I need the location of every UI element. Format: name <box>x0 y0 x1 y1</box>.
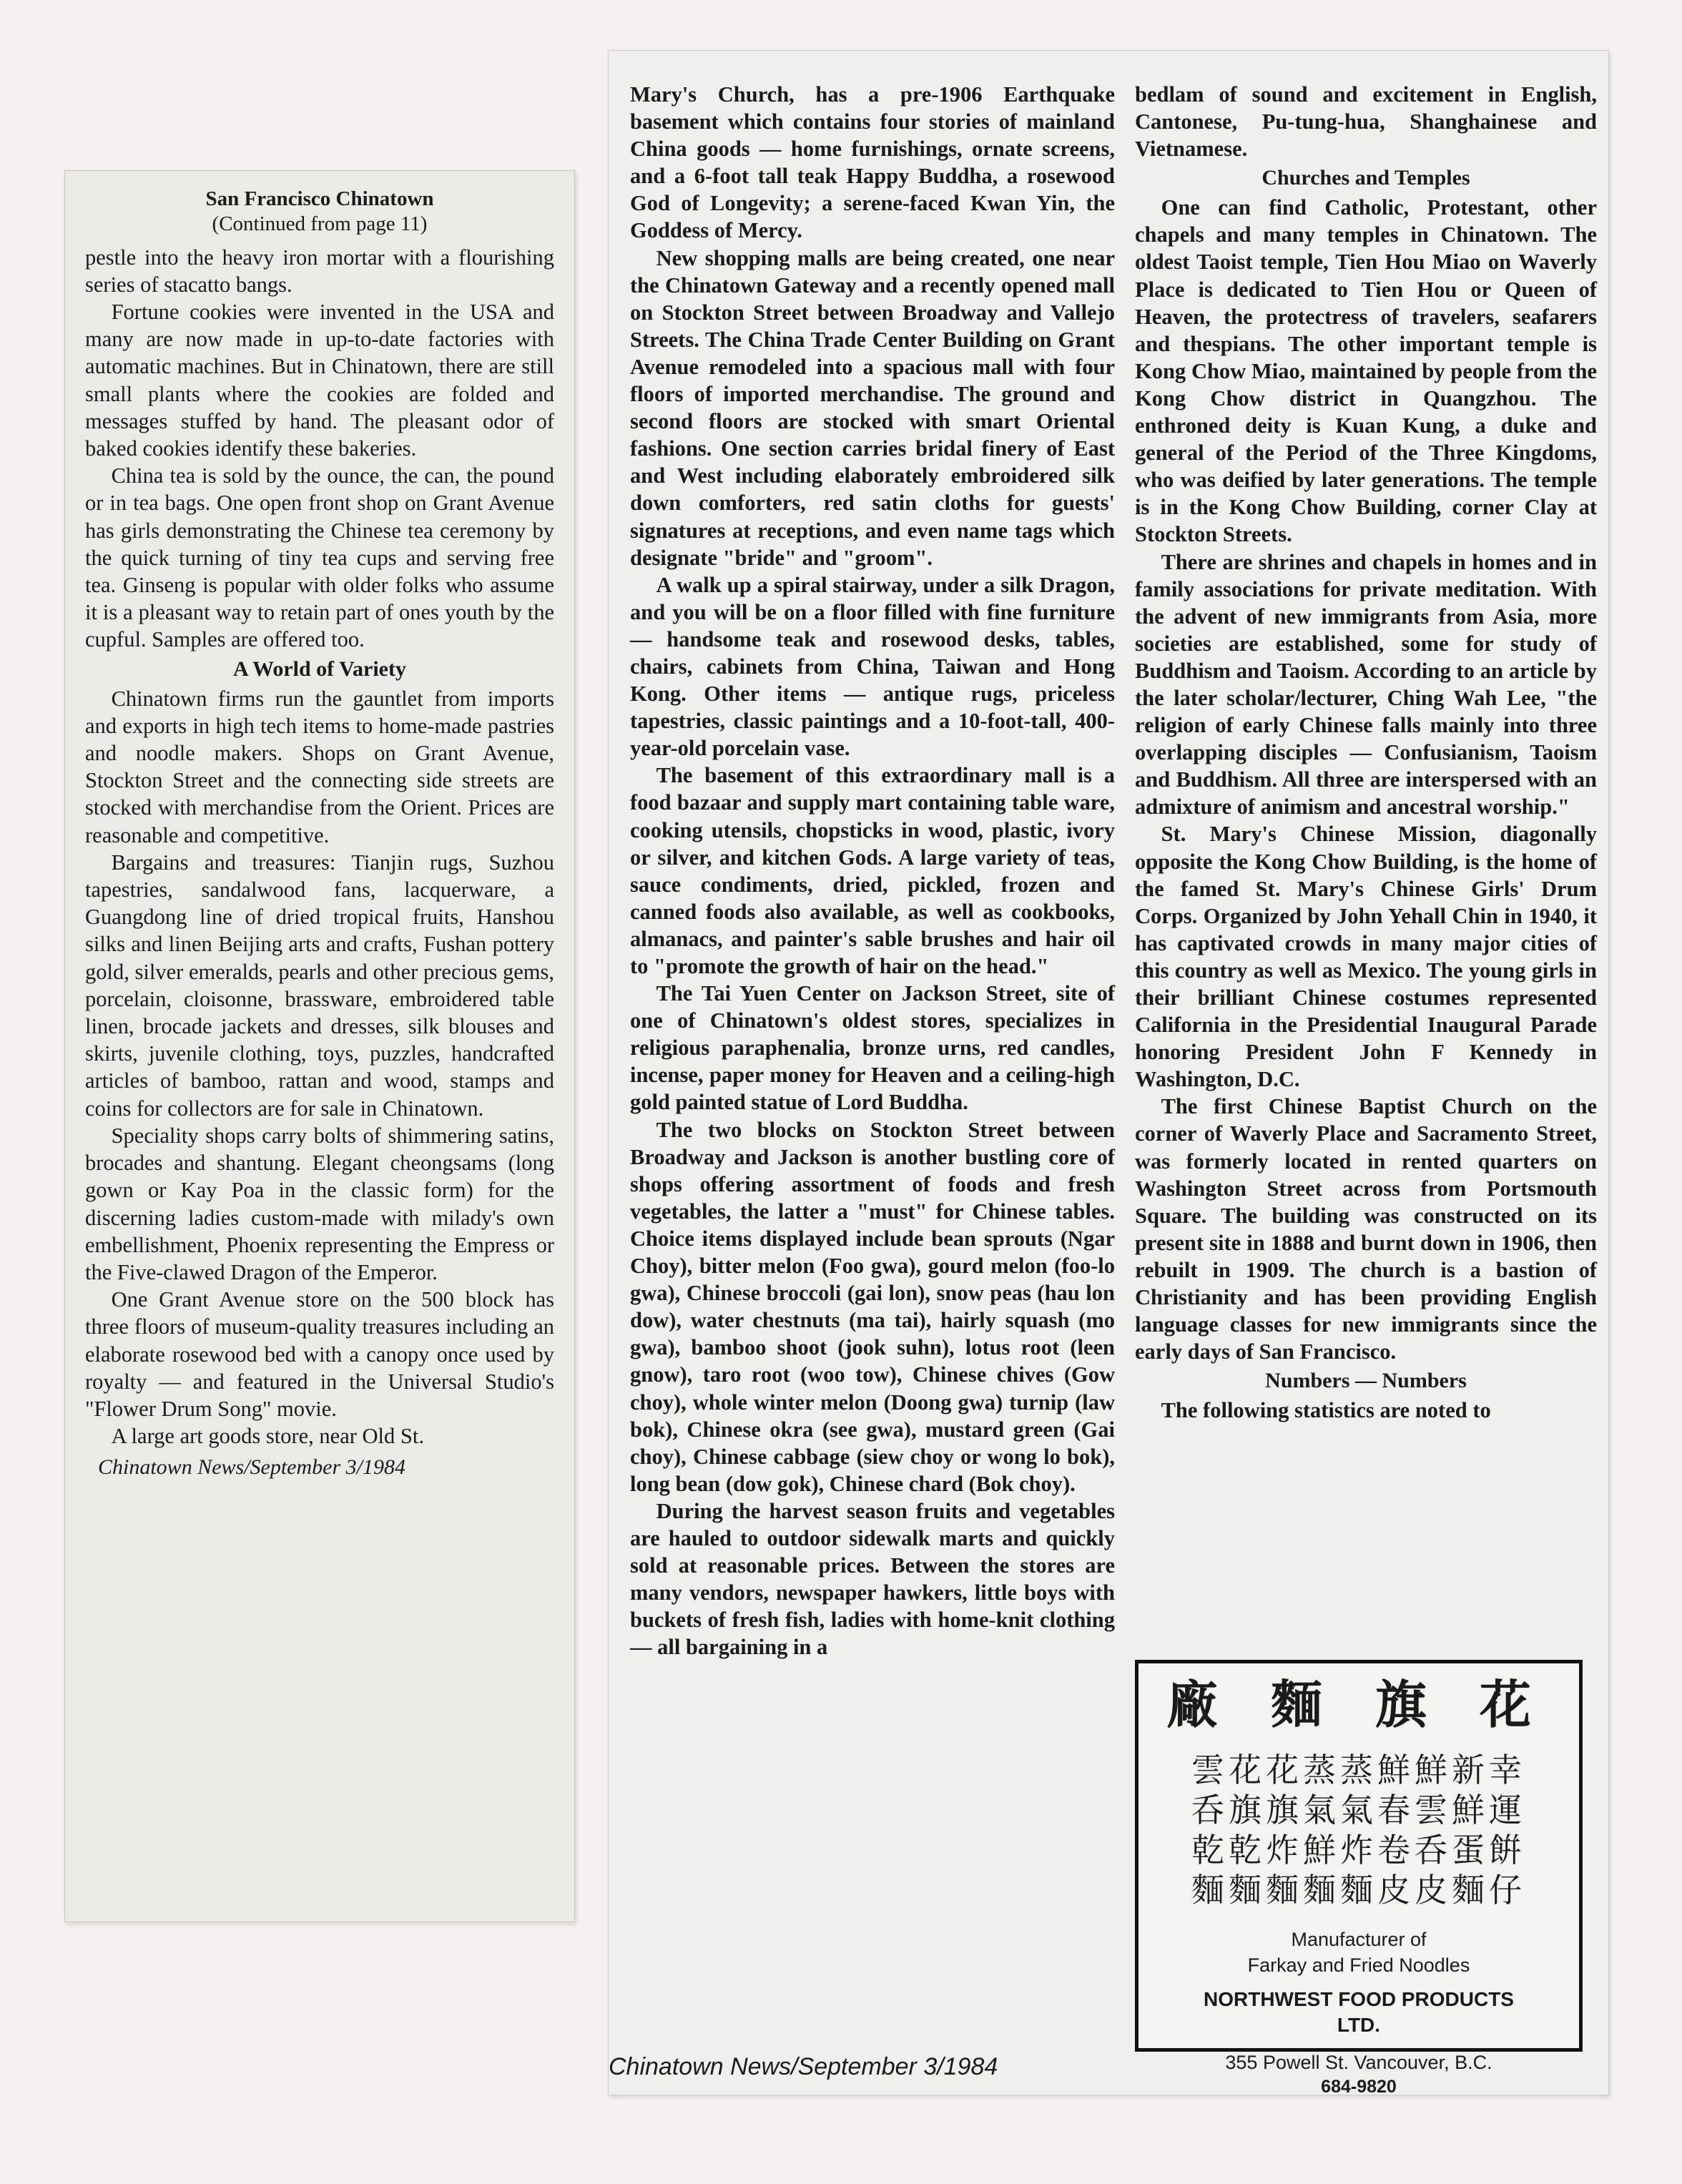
source-credit: Chinatown News/September 3/1984 <box>98 1455 405 1480</box>
subheading: A World of Variety <box>233 656 406 681</box>
ad-brand-chinese: 廠 麵 旗 花 <box>1166 1677 1551 1734</box>
ad-description <box>1138 1927 1579 1978</box>
column-b <box>1135 81 1597 1424</box>
ad-desc-line: Manufacturer of <box>1291 1929 1427 1950</box>
paragraph: The two blocks on Stockton Street between Broadway and Jackson is another bustling core of shops offering assortment of foods and fresh vegetables, the latter a "must" for Chinese tables. Choice items displayed include bean sprouts (Ngar Choy), bitter melon (Foo gwa), gourd melon (foo-lo gwa), Chinese broccoli (gai lon), snow peas (hau lon dow), water chestnuts (ma tai), hairly squash (mo gwa), bamboo shoot (jook suhn), lotus root (leen gnow), taro root (woo tow), Chinese chives (Gow choy), whole winter melon (Doong gwa) turnip (law bok), Chinese okra (see gwa), mustard green (Gai choy), Chinese cabbage (siew choy or wong lo bok), long bean (dow gok), Chinese chard (Bok choy). <box>630 1117 1115 1496</box>
paragraph: One can find Catholic, Protestant, other chapels and many temples in Chinatown. The oldest Taoist temple, Tien Hou Miao on Waverly Place is dedicated to Tien Hou or Queen of Heaven, the protectress of travelers, seafarers and thespians. The other important temple is Kong Chow Miao, maintained by people from the Kong Chow district in Quangzhou. The enthroned deity is Kuan Kung, a duke and general of the Period of the Three Kingdoms, who was deified by later generations. The temple is in the Kong Chow Building, corner Clay at Stockton Streets. <box>1135 195 1597 547</box>
ad-company-line: NORTHWEST FOOD PRODUCTS <box>1204 1988 1514 2010</box>
ad-product-row: 雲花花蒸蒸鮮鮮新幸 <box>1191 1752 1526 1789</box>
paragraph: pestle into the heavy iron mortar with a flourishing series of stacatto bangs. <box>85 245 554 297</box>
article-header <box>85 187 554 237</box>
column-a <box>630 81 1115 1661</box>
paragraph: bedlam of sound and excitement in English, Cantonese, Pu-tung-hua, Shanghainese and Vietnamese. <box>1135 82 1597 162</box>
paragraph: China tea is sold by the ounce, the can, the pound or in tea bags. One open front shop on Grant Avenue has girls demonstrating the Chinese tea ceremony by the quick turning of tiny tea cups and serving free tea. Ginseng is popular with older folks who assume it is a pleasant way to retain part of ones youth by the cupful. Samples are offered too. <box>85 463 554 652</box>
advertisement <box>1135 1660 1583 2097</box>
continued-note: (Continued from page 11) <box>212 212 428 235</box>
paragraph: A walk up a spiral stairway, under a silk Dragon, and you will be on a floor filled with fine furniture — handsome teak and rosewood desks, tables, chairs, cabinets from China, Taiwan and Hong Kong. Other items — antique rugs, priceless tapestries, classic paintings and a 10-foot-tall, 400-year-old porcelain vase. <box>630 572 1115 761</box>
ad-desc-line: Farkay and Fried Noodles <box>1247 1954 1470 1976</box>
column-b-body <box>1135 81 1597 1424</box>
paragraph: St. Mary's Chinese Mission, diagonally opposite the Kong Chow Building, is the home of the famed St. Mary's Chinese Girls' Drum Corps. Organized by John Yehall Chin in 1940, it has captivated crowds in many major cities of this country as well as Mexico. The young girls in their brilliant Chinese costumes represented California in the Presidential Inaugural Parade honoring President John F Kennedy in Washington, D.C. <box>1135 822 1597 1092</box>
ad-product-row: 呑旗旗氣氣春雲鮮運 <box>1191 1792 1526 1829</box>
paragraph: During the harvest season fruits and vegetables are hauled to outdoor sidewalk marts and quickly sold at reasonable prices. Between the stores are many vendors, newspaper hawkers, little boys with buckets of fresh fish, ladies with home-knit clothing — all bargaining in a <box>630 1498 1115 1660</box>
ad-product-row: 麵麵麵麵麵皮皮麵仔 <box>1191 1872 1526 1909</box>
paragraph: The following statistics are noted to <box>1161 1398 1491 1423</box>
source-credit: Chinatown News/September 3/1984 <box>609 2053 998 2080</box>
left-clipping <box>64 170 575 1922</box>
ad-company-name <box>1138 1987 1579 2038</box>
paragraph: Mary's Church, has a pre-1906 Earthquake basement which contains four stories of mainland China goods — home furnishings, ornate screens, and a 6-foot tall teak Happy Buddha, a rosewood God of Longevity; a serene-faced Kwan Yin, the Goddess of Mercy. <box>630 82 1115 243</box>
ad-company-line: LTD. <box>1337 2014 1381 2036</box>
paragraph: Chinatown firms run the gauntlet from imports and exports in high tech items to home-made pastries and noodle makers. Shops on Grant Avenue, Stockton Street and the connecting side streets are stocked with merchandise from the Orient. Prices are reasonable and competitive. <box>85 686 554 847</box>
paragraph: There are shrines and chapels in homes and in family associations for private meditation. With the advent of new immigrants from Asia, more societies are established, some for study of Buddhism and Taoism. According to an article by the later scholar/lecturer, Ching Wah Lee, "the religion of early Chinese falls mainly into three overlapping disciples — Confusianism, Taoism and Buddhism. All three are interspersed with an admixture of animism and ancestral worship." <box>1135 549 1597 820</box>
paragraph: The Tai Yuen Center on Jackson Street, site of one of Chinatown's oldest stores, specializes in religious paraphenalia, bronze urns, red candles, incense, paper money for Heaven and a ceiling-high gold painted statue of Lord Buddha. <box>630 981 1115 1115</box>
subheading: Churches and Temples <box>1262 166 1470 190</box>
paragraph: Fortune cookies were invented in the USA and many are now made in up-to-date factories with automatic machines. But in Chinatown, there are still small plants where the cookies are folded and messages stuffed by hand. The pleasant odor of baked cookies identify these bakeries. <box>85 300 554 461</box>
subheading: Numbers — Numbers <box>1265 1369 1467 1393</box>
left-article-body <box>85 244 554 1450</box>
paragraph: A large art goods store, near Old St. <box>111 1424 424 1449</box>
article-title: San Francisco Chinatown <box>205 187 434 210</box>
ad-product-row: 乾乾炸鮮炸卷呑蛋餠 <box>1191 1832 1526 1869</box>
paragraph: Bargains and treasures: Tianjin rugs, Suzhou tapestries, sandalwood fans, lacquerware, a Guangdong line of dried tropical fruits, Hanshou silks and linen Beijing arts and crafts, Fushan pottery gold, silver emeralds, pearls and other precious gems, porcelain, cloisonne, brassware, embroidered table linen, brocade jackets and dresses, silk blouses and skirts, juvenile clothing, toys, puzzles, handcrafted articles of bamboo, rattan and wood, stamps and coins for collectors are for sale in Chinatown. <box>85 850 554 1121</box>
ad-address: 355 Powell St. Vancouver, B.C. <box>1225 2052 1492 2073</box>
paragraph: One Grant Avenue store on the 500 block has three floors of museum-quality treasures including an elaborate rosewood bed with a canopy once used by royalty — and featured in the Universal Studio's "Flower Drum Song" movie. <box>85 1287 554 1421</box>
column-a-body <box>630 81 1115 1661</box>
right-clipping <box>608 50 1609 2095</box>
ad-phone: 684-9820 <box>1321 2077 1397 2097</box>
paragraph: Speciality shops carry bolts of shimmering satins, brocades and shantung. Elegant cheongsams (long gown or Kay Poa in the classic form) for the discerning ladies custom-made with milady's own embellishment, Phoenix representing the Empress or the Five-clawed Dragon of the Emperor. <box>85 1123 554 1284</box>
paragraph: The basement of this extraordinary mall is a food bazaar and supply mart containing table ware, cooking utensils, chopsticks in wood, plastic, ivory or silver, and kitchen Gods. A large variety of teas, sauce condiments, dried, pickled, frozen and canned foods also available, as well as cookbooks, almanacs, and painter's sable brushes and hair oil to "promote the growth of hair on the head." <box>630 763 1115 978</box>
ad-product-list-chinese <box>1180 1751 1538 1911</box>
paragraph: The first Chinese Baptist Church on the corner of Waverly Place and Sacramento Street, was formerly located in rented quarters on Washington Street across from Portsmouth Square. The building was constructed on its present site in 1888 and burnt down in 1906, then rebuilt in 1909. The church is a bastion of Christianity and has been providing English language classes for new immigrants since the early days of San Francisco. <box>1135 1094 1597 1364</box>
paragraph: New shopping malls are being created, one near the Chinatown Gateway and a recently opened mall on Stockton Street between Broadway and Vallejo Streets. The China Trade Center Building on Grant Avenue remodeled into a spacious mall with four floors of imported merchandise. The ground and second floors are stocked with smart Oriental fashions. One section carries bridal finery of East and West including elaborately embroidered silk down comforters, red satin cloths for guests' signatures at receptions, and even name tags which designate "bride" and "groom". <box>630 245 1115 570</box>
